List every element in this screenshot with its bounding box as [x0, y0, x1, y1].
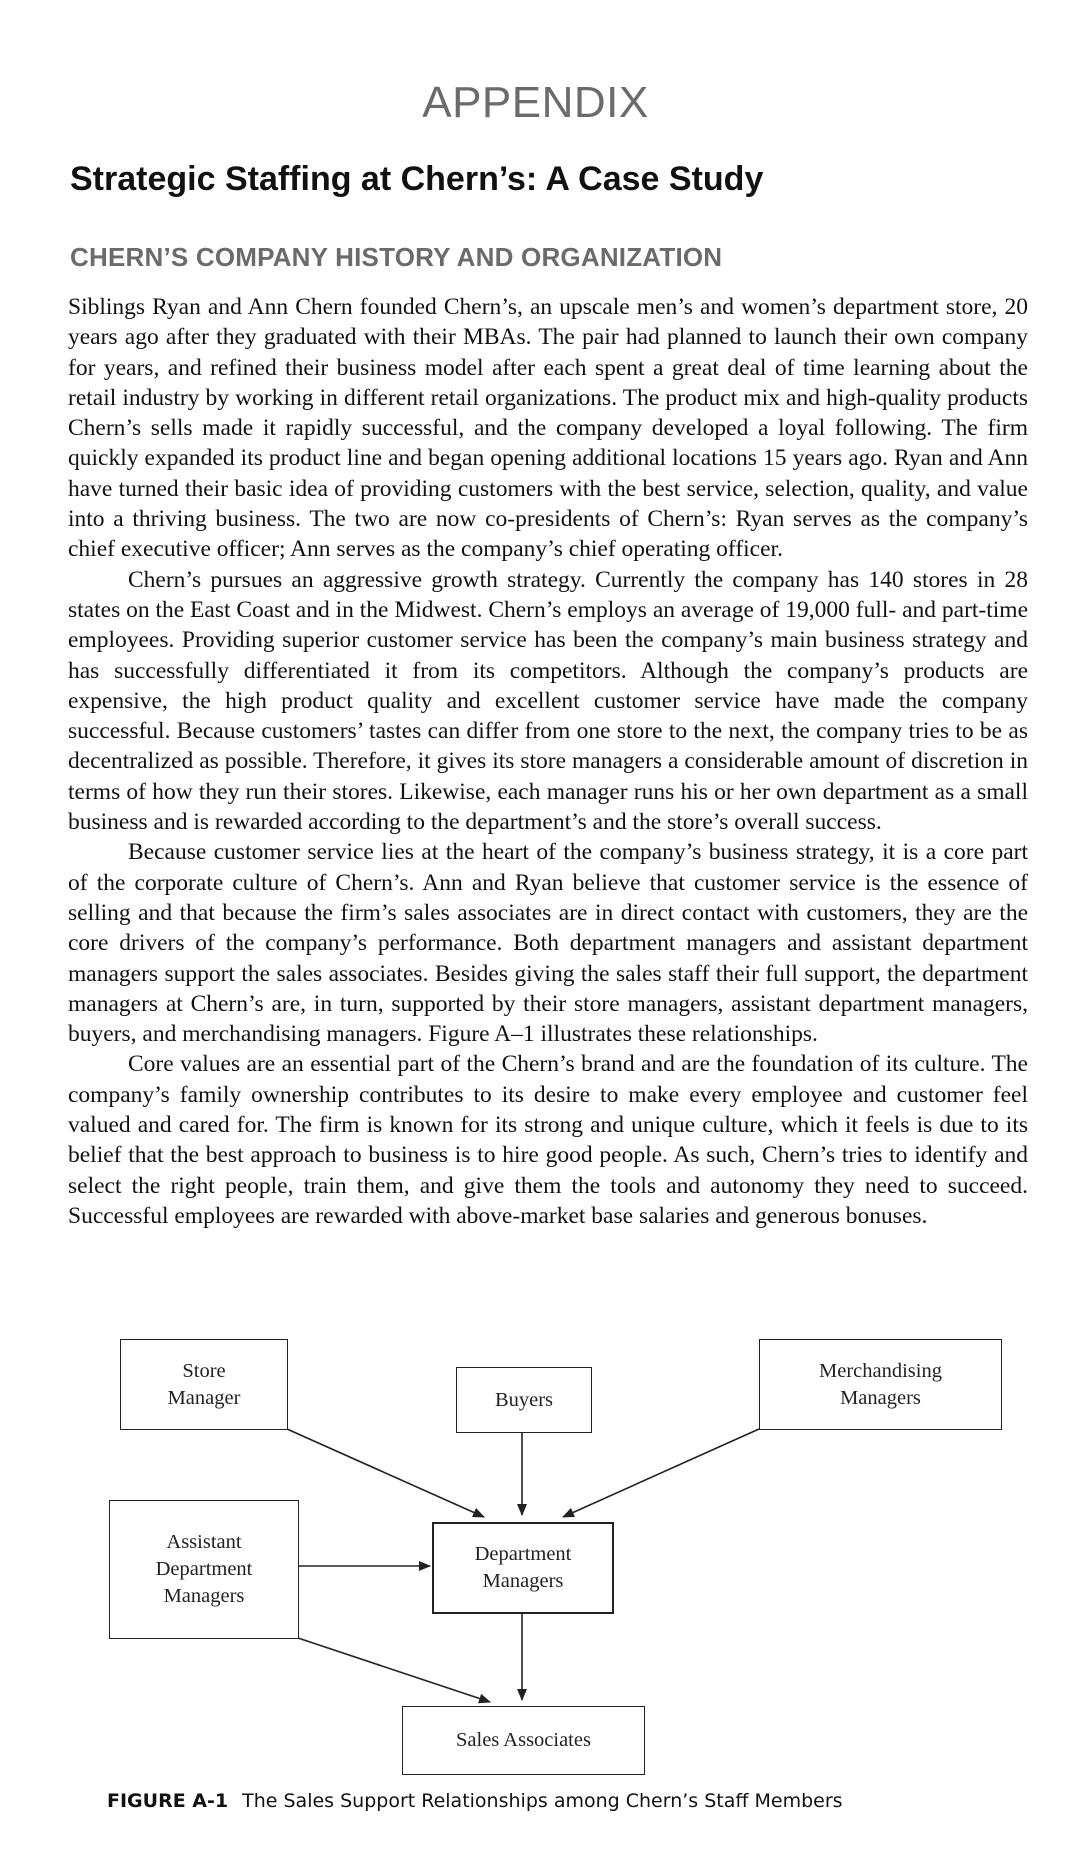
- appendix-heading: APPENDIX: [422, 78, 649, 127]
- buyers-box: [456, 1367, 592, 1433]
- case-study-title: Strategic Staffing at Chern’s: A Case Study: [70, 160, 764, 198]
- paragraph-2: Chern’s pursues an aggressive growth strategy. Currently the company has 140 stores in 28 states on the East Coast and in the Midwest. Chern’s employs an average of 19,000 full- and part-time employees. Providing superior customer service has been the company’s main business strategy and has successfully differentiated it from its competitors. Although the company’s products are expensive, the high product quality and excellent customer service have made the company successful. Because customers’ tastes can differ from one store to the next, the company tries to be as decentralized as possible. Therefore, it gives its store managers a considerable amount of discretion in terms of how they run their stores. Likewise, each manager runs his or her own department as a small business and is rewarded according to the department’s and the store’s overall success.: [68, 566, 1029, 836]
- figure-caption-text: The Sales Support Relationships among Chern’s Staff Members: [242, 1790, 843, 1812]
- assistant-department-managers-label: Assistant Department Managers: [155, 1531, 253, 1607]
- arrow-assistant-to-sales: [298, 1638, 490, 1702]
- assistant-department-managers-box: [109, 1500, 299, 1639]
- paragraph-1: Siblings Ryan and Ann Chern founded Chern’s, an upscale men’s and women’s department store, 20 years ago after they graduated with their MBAs. The pair had planned to launch their own company for years, and refined their business model after each spent a great deal of time learning about the retail industry by working in different retail organizations. The product mix and high-quality products Chern’s sells made it rapidly successful, and the company developed a loyal following. The firm quickly expanded its product line and began opening additional locations 15 years ago. Ryan and Ann have turned their basic idea of providing customers with the best service, selection, quality, and value into a thriving business. The two are now co-presidents of Chern’s: Ryan serves as the company’s chief executive officer; Ann serves as the company’s chief operating officer.: [68, 294, 1028, 563]
- store-manager-label: Store Manager: [167, 1359, 241, 1409]
- arrow-merchandising-to-department-managers: [563, 1429, 759, 1517]
- department-managers-box: [432, 1522, 614, 1614]
- store-manager-box: [120, 1339, 288, 1430]
- sales-associates-box: [402, 1706, 645, 1775]
- merchandising-managers-box: [759, 1339, 1002, 1430]
- section-heading: CHERN’S COMPANY HISTORY AND ORGANIZATION: [70, 242, 723, 272]
- department-managers-label: Department Managers: [474, 1543, 572, 1592]
- figure-caption: [107, 1790, 843, 1812]
- sales-associates-label: Sales Associates: [456, 1729, 591, 1751]
- buyers-label: Buyers: [494, 1388, 554, 1411]
- arrow-store-manager-to-department-managers: [287, 1429, 484, 1517]
- figure-label: FIGURE A-1: [107, 1790, 229, 1812]
- merchandising-managers-label: Merchandising Managers: [819, 1359, 942, 1409]
- paragraph-4: Core values are an essential part of the Chern’s brand and are the foundation of its culture. The company’s family ownership contributes to its desire to make every employee and customer feel valued and cared for. The firm is known for its strong and unique culture, which it feels is due to its belief that the best approach to business is to hire good people. As such, Chern’s tries to identify and select the right people, train them, and give them the tools and autonomy they need to succeed. Successful employees are rewarded with above-market base salaries and generous bonuses.: [68, 1051, 1028, 1229]
- paragraph-3: Because customer service lies at the heart of the company’s business strategy, it is a core part of the corporate culture of Chern’s. Ann and Ryan believe that customer service is the essence of selling and that because the firm’s sales associates are in direct contact with customers, they are the core drivers of the company’s performance. Both department managers and assistant department managers support the sales associates. Besides giving the sales staff their full support, the department managers at Chern’s are, in turn, supported by their store managers, assistant department managers, buyers, and merchandising managers. Figure A–1 illustrates these relationships.: [68, 839, 1028, 1048]
